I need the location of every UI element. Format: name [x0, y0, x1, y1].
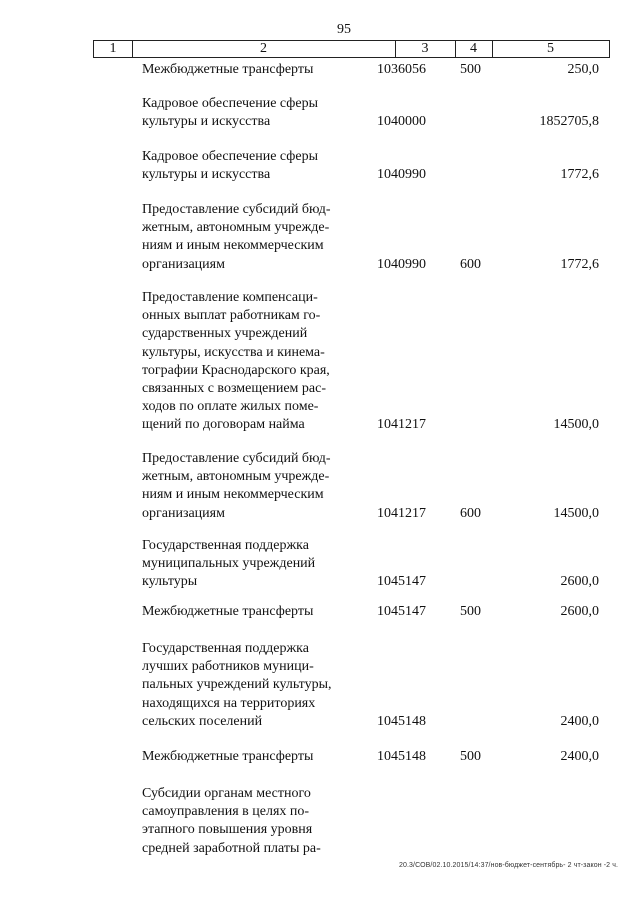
row-amount: 14500,0	[553, 505, 599, 521]
row-code: 1040990	[377, 167, 426, 183]
row-name-line: Межбюджетные трансферты	[142, 749, 314, 764]
row-code: 1036056	[377, 62, 426, 77]
row-name-line: самоуправления в целях по-	[142, 804, 310, 820]
table-header	[93, 40, 610, 58]
row-code: 1041217	[377, 505, 426, 521]
row-name-line: сельских поселений	[142, 713, 263, 729]
row-name-line: Государственная поддержка	[142, 538, 309, 553]
row-amount: 14500,0	[553, 417, 599, 433]
row-amount: 1772,6	[560, 167, 599, 183]
row-name-line: муниципальных учреждений	[142, 556, 316, 572]
row-name	[142, 450, 348, 523]
row-name-line: находящихся на территориях	[142, 695, 316, 711]
row-name-line: организациям	[142, 505, 225, 521]
row-name-line: тографии Краснодарского края,	[142, 362, 330, 378]
row-name	[142, 61, 348, 79]
row-name-line: связанных с возмещением рас-	[142, 381, 326, 397]
row-name-line: Предоставление компенсаци-	[142, 290, 318, 305]
row-name	[142, 95, 348, 131]
row-code: 1041217	[377, 417, 426, 433]
row-expense-type: 500	[460, 749, 481, 764]
row-expense-type: 600	[460, 256, 481, 272]
header-col-5: 5	[547, 41, 554, 56]
row-code: 1040990	[377, 256, 426, 272]
row-name-line: Предоставление субсидий бюд-	[142, 202, 331, 217]
row-name-line: ходов по оплате жилых поме-	[142, 399, 319, 415]
row-name-line: Межбюджетные трансферты	[142, 604, 314, 619]
row-name-line: этапного повышения уровня	[142, 822, 313, 838]
row-name-line: культуры и искусства	[142, 114, 271, 130]
row-name	[142, 148, 348, 184]
row-name-line: Предоставление субсидий бюд-	[142, 451, 331, 466]
row-name	[142, 537, 348, 592]
row-name-line: лучших работников муници-	[142, 659, 314, 675]
row-name-line: средней заработной платы ра-	[142, 840, 321, 856]
header-col-4: 4	[470, 41, 477, 56]
row-name-line: щений по договорам найма	[142, 417, 305, 433]
row-name-line: Субсидии органам местного	[142, 786, 311, 801]
header-col-1: 1	[109, 41, 117, 56]
header-col-3: 3	[421, 41, 429, 56]
row-amount: 2400,0	[560, 713, 599, 729]
row-name	[142, 289, 348, 435]
row-code: 1040000	[377, 114, 426, 130]
row-name-line: культуры	[142, 574, 198, 590]
row-amount: 2600,0	[560, 604, 599, 619]
row-amount: 250,0	[567, 62, 599, 77]
row-name-line: Государственная поддержка	[142, 641, 309, 656]
row-code: 1045148	[377, 713, 426, 729]
row-name-line: сударственных учреждений	[142, 326, 308, 342]
row-name-line: Кадровое обеспечение сферы	[142, 149, 318, 164]
row-name-line: организациям	[142, 256, 225, 272]
footer-document-id: 20.3/СОВ/02.10.2015/14:37/нов-бюджет-сентябрь- 2 чт-закон -2 ч.	[399, 862, 618, 869]
row-name-line: жетным, автономным учрежде-	[142, 220, 330, 236]
row-name-line: ниям и иным некоммерческим	[142, 238, 324, 254]
row-name	[142, 748, 348, 766]
row-name	[142, 201, 348, 274]
row-name-line: культуры и искусства	[142, 167, 271, 183]
row-expense-type: 500	[460, 604, 481, 619]
row-name-line: ниям и иным некоммерческим	[142, 487, 324, 503]
row-amount: 2400,0	[560, 749, 599, 764]
row-name-line: пальных учреждений культуры,	[142, 677, 332, 693]
row-code: 1045148	[377, 749, 426, 764]
row-code: 1045147	[377, 574, 426, 590]
row-amount: 1772,6	[560, 256, 599, 272]
row-expense-type: 600	[460, 505, 481, 521]
row-name-line: Межбюджетные трансферты	[142, 62, 314, 77]
row-amount: 2600,0	[560, 574, 599, 590]
row-name	[142, 640, 348, 731]
row-amount: 1852705,8	[539, 114, 599, 130]
row-name	[142, 785, 348, 858]
row-name-line: Кадровое обеспечение сферы	[142, 96, 318, 111]
page-number: 95	[337, 22, 351, 37]
row-name-line: культуры, искусства и кинема-	[142, 344, 325, 360]
row-name	[142, 603, 348, 621]
row-name-line: онных выплат работникам го-	[142, 308, 321, 324]
header-col-2: 2	[260, 41, 267, 56]
row-expense-type: 500	[460, 62, 481, 77]
row-code: 1045147	[377, 604, 426, 619]
row-name-line: жетным, автономным учрежде-	[142, 469, 330, 485]
